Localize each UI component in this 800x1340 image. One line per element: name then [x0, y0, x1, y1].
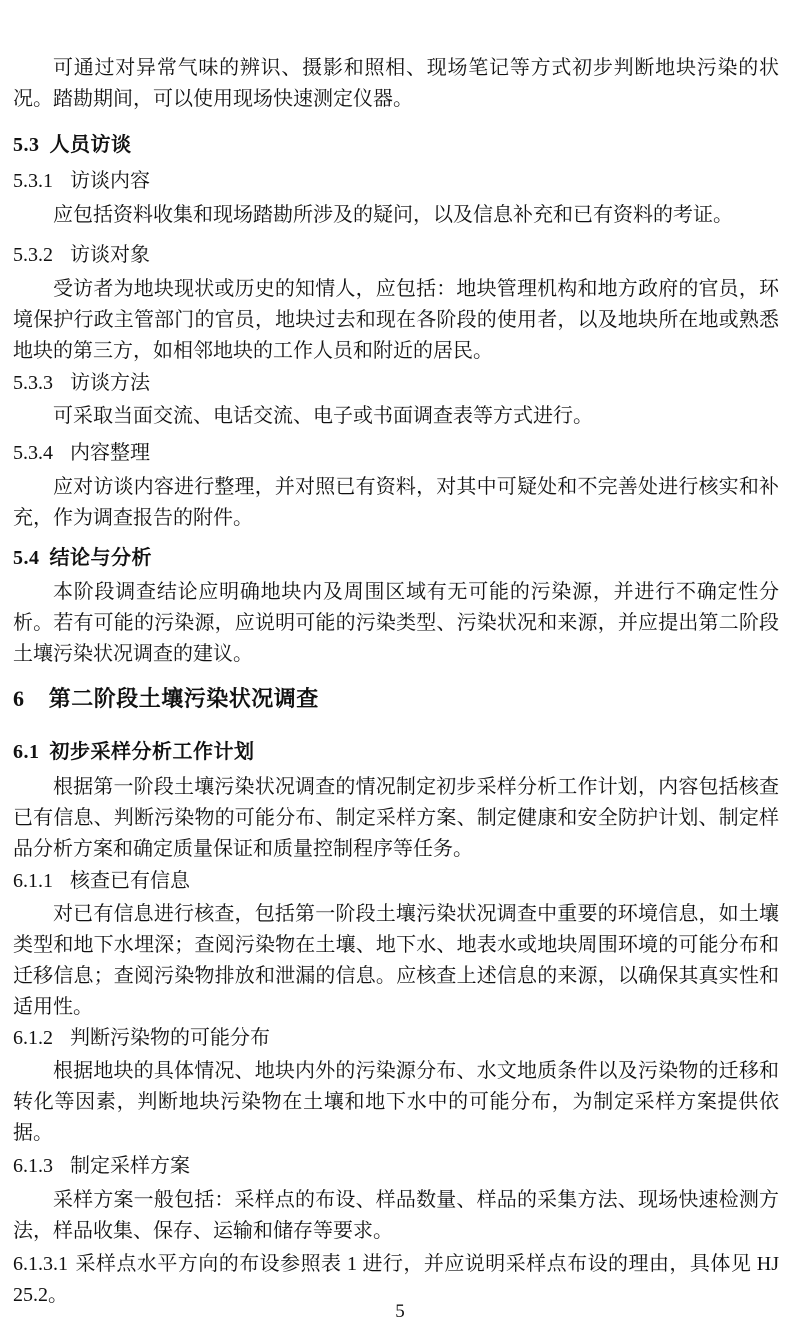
- heading-5-3-4: [13, 438, 779, 469]
- heading-number: 5.3.4: [13, 442, 53, 464]
- heading-title: 访谈内容: [70, 170, 150, 192]
- heading-title: 结论与分析: [49, 547, 152, 569]
- heading-number: 5.3.2: [13, 244, 53, 266]
- clause-number: 6.1.3.1: [13, 1253, 68, 1275]
- heading-5-3: [13, 130, 779, 161]
- heading-5-3-3: [13, 368, 779, 399]
- heading-number: 6.1.2: [13, 1027, 53, 1049]
- paragraph: 受访者为地块现状或历史的知情人，应包括：地块管理机构和地方政府的官员，环境保护行政主管部门的官员，地块过去和现在各阶段的使用者，以及地块所在地或熟悉地块的第三方，如相邻地块的工作人员和附近的居民。: [13, 278, 779, 362]
- paragraph: 对已有信息进行核查，包括第一阶段土壤污染状况调查中重要的环境信息，如土壤类型和地下水埋深；查阅污染物在土壤、地下水、地表水或地块周围环境的可能分布和迁移信息；查阅污染物排放和泄漏的信息。应核查上述信息的来源，以确保其真实性和适用性。: [13, 903, 779, 1018]
- heading-6: [13, 682, 779, 716]
- heading-number: 6.1.3: [13, 1155, 53, 1177]
- heading-title: 访谈对象: [70, 244, 150, 266]
- heading-number: 6: [13, 686, 25, 711]
- heading-number: 5.3: [13, 134, 40, 156]
- heading-6-1-2: [13, 1023, 779, 1054]
- heading-title: 访谈方法: [70, 372, 150, 394]
- heading-5-3-1: [13, 166, 779, 197]
- heading-number: 5.4: [13, 547, 40, 569]
- paragraph: 可采取当面交流、电话交流、电子或书面调查表等方式进行。: [53, 405, 593, 427]
- heading-6-1-3: [13, 1151, 779, 1182]
- paragraph: 根据地块的具体情况、地块内外的污染源分布、水文地质条件以及污染物的迁移和转化等因素，判断地块污染物在土壤和地下水中的可能分布，为制定采样方案提供依据。: [13, 1060, 779, 1144]
- heading-number: 6.1.1: [13, 870, 53, 892]
- heading-title: 人员访谈: [49, 134, 132, 156]
- paragraph: 应对访谈内容进行整理，并对照已有资料，对其中可疑处和不完善处进行核实和补充，作为调查报告的附件。: [13, 476, 779, 529]
- page-number: 5: [395, 1301, 405, 1322]
- paragraph: 应包括资料收集和现场踏勘所涉及的疑问，以及信息补充和已有资料的考证。: [53, 204, 733, 226]
- paragraph: 本阶段调查结论应明确地块内及周围区域有无可能的污染源，并进行不确定性分析。若有可能的污染源，应说明可能的污染类型、污染状况和来源，并应提出第二阶段土壤污染状况调查的建议。: [13, 581, 779, 665]
- heading-number: 6.1: [13, 741, 40, 763]
- heading-number: 5.3.1: [13, 170, 53, 192]
- heading-title: 判断污染物的可能分布: [70, 1027, 270, 1049]
- paragraph: 根据第一阶段土壤污染状况调查的情况制定初步采样分析工作计划，内容包括核查已有信息、判断污染物的可能分布、制定采样方案、制定健康和安全防护计划、制定样品分析方案和确定质量保证和质量控制程序等任务。: [13, 776, 779, 860]
- heading-6-1: [13, 737, 779, 768]
- heading-title: 内容整理: [70, 442, 150, 464]
- heading-5-4: [13, 543, 779, 574]
- page-footer: [0, 1300, 800, 1324]
- paragraph: 可通过对异常气味的辨识、摄影和照相、现场笔记等方式初步判断地块污染的状况。踏勘期间，可以使用现场快速测定仪器。: [13, 57, 779, 110]
- heading-6-1-1: [13, 866, 779, 897]
- heading-title: 初步采样分析工作计划: [49, 741, 255, 763]
- heading-5-3-2: [13, 240, 779, 271]
- heading-title: 制定采样方案: [70, 1155, 190, 1177]
- paragraph: 采样方案一般包括：采样点的布设、样品数量、样品的采集方法、现场快速检测方法，样品收集、保存、运输和储存等要求。: [13, 1189, 779, 1242]
- heading-title: 第二阶段土壤污染状况调查: [48, 686, 319, 711]
- heading-number: 5.3.3: [13, 372, 53, 394]
- clause-text: 采样点水平方向的布设参照表 1 进行，并应说明采样点布设的理由，具体见 HJ 25.2。: [13, 1253, 779, 1306]
- heading-title: 核查已有信息: [70, 870, 190, 892]
